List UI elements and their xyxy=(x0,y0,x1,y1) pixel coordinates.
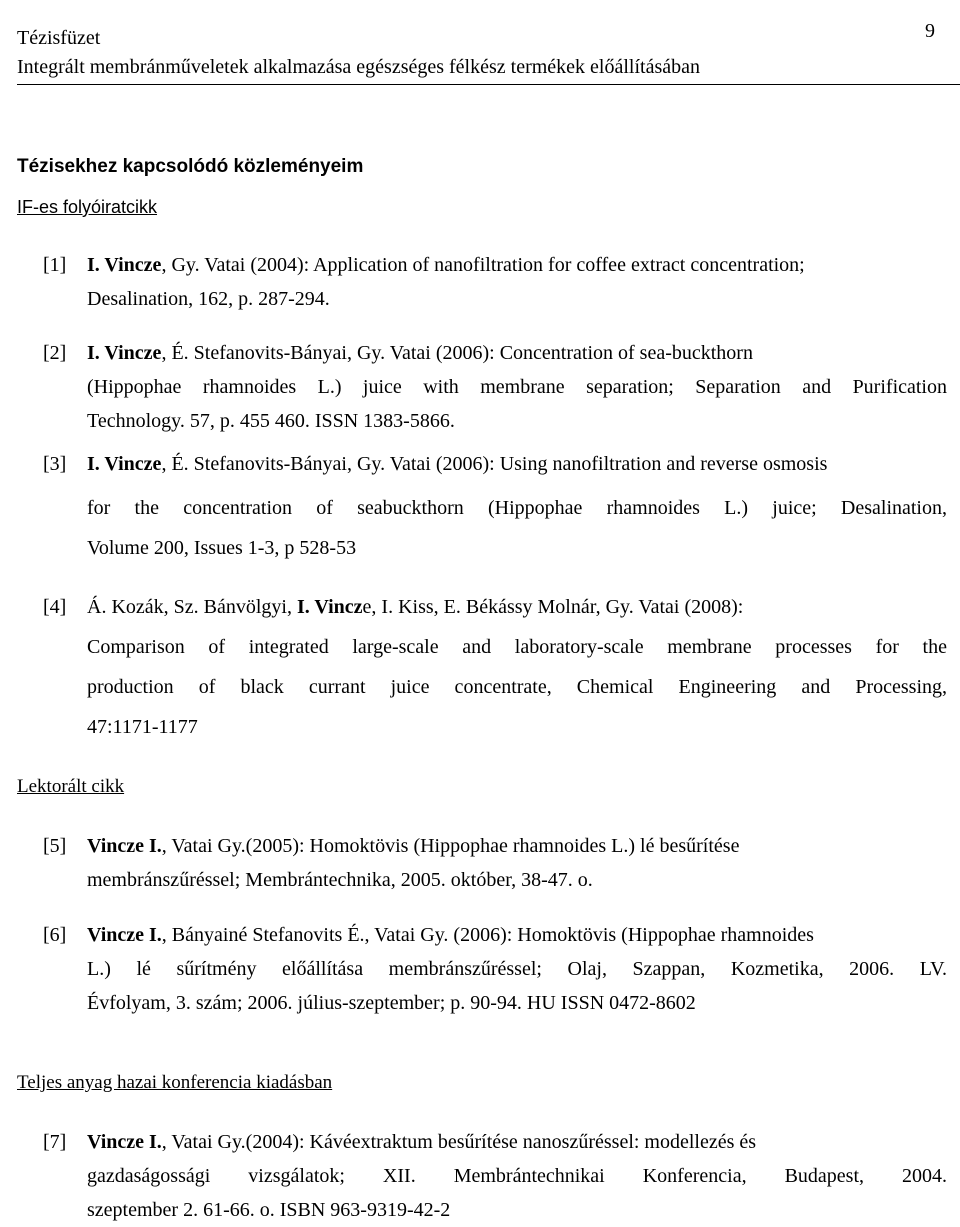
author-highlight: I. Vincze xyxy=(87,254,162,276)
page-number: 9 xyxy=(925,20,935,42)
author-highlight: Vincze I. xyxy=(87,1131,162,1153)
author-highlight: Vincze I. xyxy=(87,835,162,857)
subsection-if-journal: IF-es folyóiratcikk xyxy=(17,197,158,217)
header-subtitle: Integrált membránműveletek alkalmazása egészséges félkész termékek előállításában xyxy=(17,56,701,78)
reference-6: [6] Vincze I., Bányainé Stefanovits É., Vatai Gy. (2006): Homoktövis (Hippophae rhamnoides L.) lé sűrítmény előállítása membránszűréssel; Olaj, Szappan, Kozmetika, 2006. LV. Évfolyam, 3. szám; 2006. július-szeptember; p. 90-94. HU ISSN 0472-8602 xyxy=(43,924,947,1014)
section-title: Tézisekhez kapcsolódó közleményeim xyxy=(17,156,364,177)
author-highlight: Vincze I. xyxy=(87,924,162,946)
author-highlight: I. Vincz xyxy=(296,596,363,618)
reference-number: [2] xyxy=(43,342,67,364)
reference-number: [6] xyxy=(43,924,67,946)
reference-7: [7] Vincze I., Vatai Gy.(2004): Kávéextraktum besűrítése nanoszűréssel: modellezés és gazdaságossági vizsgálatok; XII. Membrántechnikai Konferencia, Budapest, 2004. szeptember 2. 61-66. o. ISBN 963-9319-42-2 xyxy=(43,1131,947,1221)
reference-number: [1] xyxy=(43,254,67,276)
author-highlight: I. Vincze xyxy=(87,453,162,475)
header-divider xyxy=(17,84,960,85)
header-title: Tézisfüzet xyxy=(17,27,101,49)
reference-number: [3] xyxy=(43,453,67,475)
reference-1: [1] I. Vincze, Gy. Vatai (2004): Application of nanofiltration for coffee extract concentration; Desalination, 162, p. 287-294. xyxy=(43,254,805,310)
reference-number: [7] xyxy=(43,1131,67,1153)
reference-2: [2] I. Vincze, É. Stefanovits-Bányai, Gy. Vatai (2006): Concentration of sea-buckthorn (Hippophae rhamnoides L.) juice with membrane separation; Separation and Purification Technology. 57, p. 455 460. ISSN 1383-5866. xyxy=(43,342,947,432)
page-header xyxy=(17,20,947,82)
author-highlight: I. Vincze xyxy=(87,342,162,364)
subsection-full-conference-paper: Teljes anyag hazai konferencia kiadásban xyxy=(17,1072,333,1093)
reference-3: [3] I. Vincze, É. Stefanovits-Bányai, Gy. Vatai (2006): Using nanofiltration and reverse osmosis for the concentration of seabuckthorn (Hippophae rhamnoides L.) juice; Desalination, Volume 200, Issues 1-3, p 528-53 xyxy=(43,453,947,559)
reference-4: [4] Á. Kozák, Sz. Bánvölgyi, I. Vincze, I. Kiss, E. Békássy Molnár, Gy. Vatai (2008): Comparison of integrated large-scale and laboratory-scale membrane processes for the production of black currant juice concentrate, Chemical Engineering and Processing, 47:1171-1177 xyxy=(43,596,947,738)
subsection-reviewed-article: Lektorált cikk xyxy=(17,776,125,797)
reference-5: [5] Vincze I., Vatai Gy.(2005): Homoktövis (Hippophae rhamnoides L.) lé besűrítése membránszűréssel; Membrántechnika, 2005. október, 38-47. o. xyxy=(43,835,740,891)
reference-number: [5] xyxy=(43,835,67,857)
reference-number: [4] xyxy=(43,596,67,618)
